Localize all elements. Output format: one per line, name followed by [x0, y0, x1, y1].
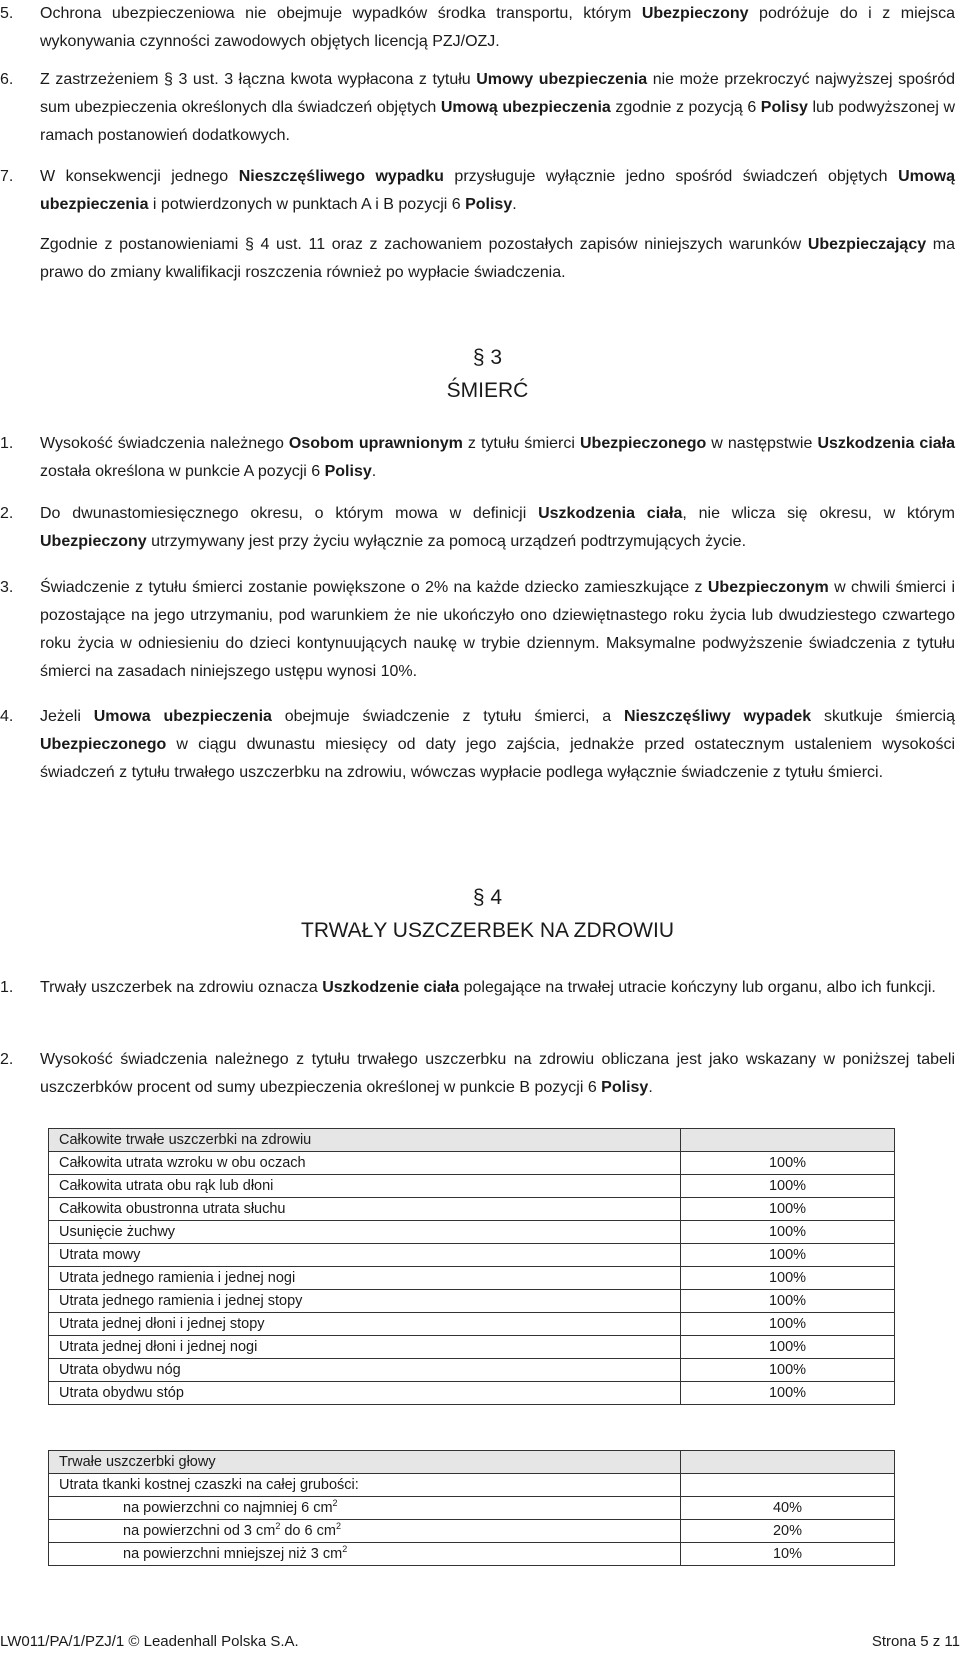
table-row	[49, 1221, 895, 1244]
table-row	[49, 1497, 895, 1520]
impairment-percent: 100%	[681, 1175, 895, 1198]
clause-number: 1.	[0, 435, 14, 452]
total-impairment-table	[48, 1128, 895, 1405]
impairment-percent: 100%	[681, 1313, 895, 1336]
clause-number: 1.	[0, 979, 14, 996]
clause-number: 6.	[0, 71, 14, 88]
clause-text: Jeżeli Umowa ubezpieczenia obejmuje świadczenie z tytułu śmierci, a Nieszczęśliwy wypadek skutkuje śmiercią Ubezpieczonego w ciągu dwunastu miesięcy od daty jego zajścia, jednakże przed ostatecznym ustaleniem wysokości świadczeń z tytułu trwałego uszczerbku na zdrowiu, wówczas wypłacie podlega wyłącznie świadczenie z tytułu śmierci.	[40, 708, 956, 781]
table-header-empty	[681, 1129, 895, 1152]
impairment-label: Utrata jednej dłoni i jednej stopy	[49, 1313, 681, 1336]
impairment-percent: 100%	[681, 1198, 895, 1221]
impairment-label: Usunięcie żuchwy	[49, 1221, 681, 1244]
table-header: Całkowite trwałe uszczerbki na zdrowiu	[49, 1129, 681, 1152]
section-4-title: TRWAŁY USZCZERBEK NA ZDROWIU	[301, 919, 674, 942]
clause-number: 3.	[0, 579, 14, 596]
clause-number: 2.	[0, 505, 14, 522]
table-row	[49, 1290, 895, 1313]
table-row	[49, 1198, 895, 1221]
clause-text: Zgodnie z postanowieniami § 4 ust. 11 oraz z zachowaniem pozostałych zapisów niniejszych warunków Ubezpieczający ma prawo do zmiany kwalifikacji roszczenia również po wypłacie świadczenia.	[40, 236, 956, 281]
clause-text: Świadczenie z tytułu śmierci zostanie powiększone o 2% na każde dziecko zamieszkujące z Ubezpieczonym w chwili śmierci i pozostające na jego utrzymaniu, pod warunkiem że nie ukończyło ono dziewiętnastego roku życia lub dwudziestego czwartego roku życia w odniesieniu do dzieci kontynuujących naukę w trybie dziennym. Maksymalne podwyższenie świadczenia z tytułu śmierci na zasadach niniejszego ustępu wynosi 10%.	[40, 579, 956, 680]
clause-text: Z zastrzeżeniem § 3 ust. 3 łączna kwota wypłacona z tytułu Umowy ubezpieczenia nie może przekroczyć najwyższej spośród sum ubezpieczenia określonych dla świadczeń objętych Umową ubezpieczenia zgodnie z pozycją 6 Polisy lub podwyższonej w ramach postanowień dodatkowych.	[40, 71, 955, 144]
impairment-percent: 100%	[681, 1290, 895, 1313]
impairment-percent: 40%	[681, 1497, 895, 1520]
clause-text: W konsekwencji jednego Nieszczęśliwego wypadku przysługuje wyłącznie jedno spośród świadczeń objętych Umową ubezpieczenia i potwierdzonych w punktach A i B pozycji 6 Polisy.	[40, 168, 955, 213]
footer-document-id: LW011/PA/1/PZJ/1 © Leadenhall Polska S.A.	[0, 1633, 299, 1650]
clause-number: 5.	[0, 5, 14, 22]
impairment-percent: 100%	[681, 1152, 895, 1175]
table-row	[49, 1152, 895, 1175]
impairment-percent: 100%	[681, 1359, 895, 1382]
clause-text: Wysokość świadczenia należnego Osobom uprawnionym z tytułu śmierci Ubezpieczonego w następstwie Uszkodzenia ciała została określona w punkcie A pozycji 6 Polisy.	[40, 435, 956, 480]
clause-text: Wysokość świadczenia należnego z tytułu trwałego uszczerbku na zdrowiu obliczana jest jako wskazany w poniższej tabeli uszczerbków procent od sumy ubezpieczenia określonej w punkcie B pozycji 6 Polisy.	[40, 1051, 955, 1096]
impairment-percent: 100%	[681, 1267, 895, 1290]
impairment-label: Całkowita obustronna utrata słuchu	[49, 1198, 681, 1221]
impairment-percent: 10%	[681, 1543, 895, 1566]
table-row	[49, 1313, 895, 1336]
section-3-number: § 3	[472, 346, 503, 369]
table-row	[49, 1520, 895, 1543]
impairment-label: Całkowita utrata obu rąk lub dłoni	[49, 1175, 681, 1198]
table-row	[49, 1336, 895, 1359]
table-header-row	[49, 1451, 895, 1474]
clause-text: Do dwunastomiesięcznego okresu, o którym mowa w definicji Uszkodzenia ciała, nie wlicza się okresu, w którym Ubezpieczony utrzymywany jest przy życiu wyłącznie za pomocą urządzeń podtrzymujących życie.	[40, 505, 955, 550]
clause-number: 7.	[0, 168, 14, 185]
impairment-percent: 100%	[681, 1382, 895, 1405]
impairment-percent: 100%	[681, 1244, 895, 1267]
impairment-label: Utrata jednej dłoni i jednej nogi	[49, 1336, 681, 1359]
footer-page-number: Strona 5 z 11	[871, 1633, 960, 1650]
clause-number: 2.	[0, 1051, 14, 1068]
impairment-label: na powierzchni od 3 $cm^2$ do 6 $cm^2$	[49, 1520, 681, 1543]
table-header-empty	[681, 1451, 895, 1474]
table-row	[49, 1543, 895, 1566]
impairment-label: Utrata jednego ramienia i jednej nogi	[49, 1267, 681, 1290]
impairment-label: Całkowita utrata wzroku w obu oczach	[49, 1152, 681, 1175]
clause-number: 4.	[0, 708, 14, 725]
impairment-percent: 100%	[681, 1336, 895, 1359]
impairment-label: na powierzchni co najmniej 6 $cm^2$	[49, 1497, 681, 1520]
section-3-title: ŚMIERĆ	[446, 379, 529, 402]
impairment-percent: 100%	[681, 1221, 895, 1244]
impairment-percent: 20%	[681, 1520, 895, 1543]
table-row	[49, 1474, 895, 1497]
impairment-percent	[681, 1474, 895, 1497]
clause-text: Ochrona ubezpieczeniowa nie obejmuje wypadków środka transportu, którym Ubezpieczony podróżuje do i z miejsca wykonywania czynności zawodowych objętych licencją PZJ/OZJ.	[40, 5, 956, 50]
impairment-label: Utrata obydwu nóg	[49, 1359, 681, 1382]
clause-text: Trwały uszczerbek na zdrowiu oznacza Uszkodzenie ciała polegające na trwałej utracie kończyny lub organu, albo ich funkcji.	[40, 979, 936, 996]
impairment-label: na powierzchni mniejszej niż 3 $cm^2$	[49, 1543, 681, 1566]
impairment-label: Utrata obydwu stóp	[49, 1382, 681, 1405]
table-header: Trwałe uszczerbki głowy	[49, 1451, 681, 1474]
head-impairment-table	[48, 1450, 895, 1566]
impairment-label: Utrata jednego ramienia i jednej stopy	[49, 1290, 681, 1313]
section-4-number: § 4	[472, 886, 503, 909]
table-row	[49, 1175, 895, 1198]
table-row	[49, 1244, 895, 1267]
table-row	[49, 1382, 895, 1405]
table-row	[49, 1267, 895, 1290]
table-row	[49, 1359, 895, 1382]
impairment-label: Utrata tkanki kostnej czaszki na całej grubości:	[49, 1474, 681, 1497]
table-header-row	[49, 1129, 895, 1152]
impairment-label: Utrata mowy	[49, 1244, 681, 1267]
